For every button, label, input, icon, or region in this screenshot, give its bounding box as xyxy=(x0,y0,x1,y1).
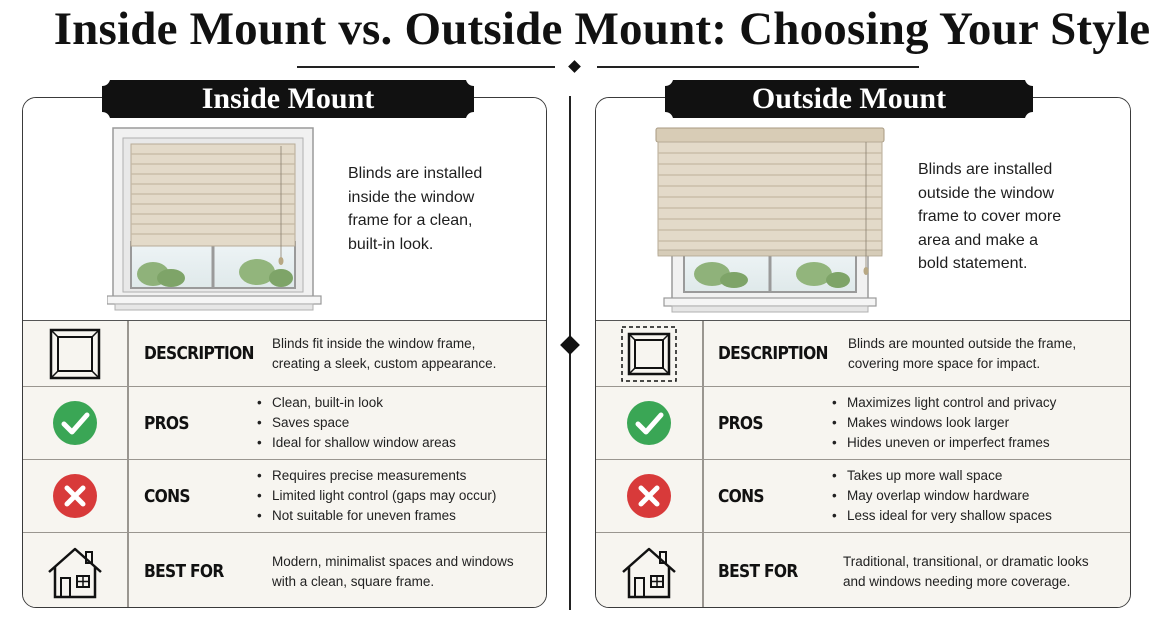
row-label: CONS xyxy=(144,485,190,507)
square-frame-icon xyxy=(23,321,127,386)
title-rule-left xyxy=(297,66,555,68)
row-text xyxy=(848,321,1076,386)
page-title: Inside Mount vs. Outside Mount: Choosing Your Style xyxy=(53,3,1151,55)
row-text xyxy=(272,321,496,386)
outside-mount-banner xyxy=(665,80,1033,118)
house-icon xyxy=(596,533,702,608)
inside-mount-window-illustration xyxy=(107,126,327,318)
outside-comparison-table xyxy=(596,320,1130,607)
text-line: and windows needing more coverage. xyxy=(843,573,1071,589)
outside-mount-window-illustration xyxy=(654,126,894,316)
text-line: Modern, minimalist spaces and windows xyxy=(272,553,514,569)
table-row-description xyxy=(596,321,1130,387)
x-circle-icon xyxy=(596,460,702,532)
check-circle-icon xyxy=(23,387,127,459)
row-label: PROS xyxy=(718,412,763,434)
x-circle-icon xyxy=(23,460,127,532)
intro-line: Blinds are installed xyxy=(918,161,1053,178)
list-item: • Not suitable for uneven frames xyxy=(256,506,496,526)
intro-line: built-in look. xyxy=(348,235,434,253)
outside-illustration-area xyxy=(596,98,1130,320)
list-item: • May overlap window hardware xyxy=(831,486,1052,506)
intro-line: frame for a clean, xyxy=(348,212,473,229)
row-label: BEST FOR xyxy=(718,561,798,582)
list-item: • Takes up more wall space xyxy=(831,466,1052,486)
intro-line: outside the window xyxy=(918,184,1055,202)
banner-title: Inside Mount xyxy=(201,82,375,115)
text-line: Traditional, transitional, or dramatic looks xyxy=(843,553,1089,569)
text-line: covering more space for impact. xyxy=(848,355,1041,371)
text-line: with a clean, square frame. xyxy=(272,573,435,589)
outside-mount-panel xyxy=(595,97,1131,608)
row-label: DESCRIPTION xyxy=(718,343,828,364)
banner-title: Outside Mount xyxy=(751,82,947,115)
text-line: creating a sleek, custom appearance. xyxy=(272,355,497,371)
row-label: PROS xyxy=(144,412,189,434)
list-item: • Maximizes light control and privacy xyxy=(831,393,1056,413)
list-item: • Limited light control (gaps may occur) xyxy=(256,486,496,506)
text-line: Blinds are mounted outside the frame, xyxy=(848,335,1077,351)
inside-mount-banner xyxy=(102,80,474,118)
intro-line: area and make a xyxy=(918,231,1039,249)
intro-line: Blinds are installed xyxy=(348,165,483,182)
outside-intro-text xyxy=(918,158,1061,276)
table-row-cons xyxy=(23,460,546,533)
list-item: • Makes windows look larger xyxy=(831,413,1056,433)
row-label: CONS xyxy=(718,485,764,507)
intro-line: bold statement. xyxy=(918,255,1028,272)
table-row-pros xyxy=(596,387,1130,460)
row-text xyxy=(831,460,1052,532)
list-item: • Clean, built-in look xyxy=(256,393,456,413)
list-item: • Less ideal for very shallow spaces xyxy=(831,506,1052,526)
row-text xyxy=(256,387,456,459)
list-item: • Ideal for shallow window areas xyxy=(256,433,456,453)
table-row-description xyxy=(23,321,546,387)
check-circle-icon xyxy=(596,387,702,459)
row-label: DESCRIPTION xyxy=(144,343,254,364)
table-row-best-for xyxy=(596,533,1130,608)
title-rule-right xyxy=(597,66,919,68)
row-text xyxy=(831,387,1056,459)
table-row-pros xyxy=(23,387,546,460)
inside-comparison-table xyxy=(23,320,546,607)
list-item: • Requires precise measurements xyxy=(256,466,496,486)
list-item: • Hides uneven or imperfect frames xyxy=(831,433,1056,453)
row-text xyxy=(843,533,1089,608)
row-text xyxy=(256,460,496,532)
row-label: BEST FOR xyxy=(144,561,224,582)
house-icon xyxy=(23,533,127,608)
inside-mount-panel xyxy=(22,97,547,608)
inside-intro-text xyxy=(348,162,482,256)
dashed-frame-icon xyxy=(596,321,702,386)
table-row-best-for xyxy=(23,533,546,608)
intro-line: inside the window xyxy=(348,188,475,206)
row-text xyxy=(272,533,514,608)
list-item: • Saves space xyxy=(256,413,456,433)
inside-illustration-area xyxy=(23,98,546,320)
title-diamond xyxy=(568,60,581,73)
intro-line: frame to cover more xyxy=(918,208,1062,225)
table-row-cons xyxy=(596,460,1130,533)
text-line: Blinds fit inside the window frame, xyxy=(272,335,476,351)
center-diamond xyxy=(560,335,580,355)
